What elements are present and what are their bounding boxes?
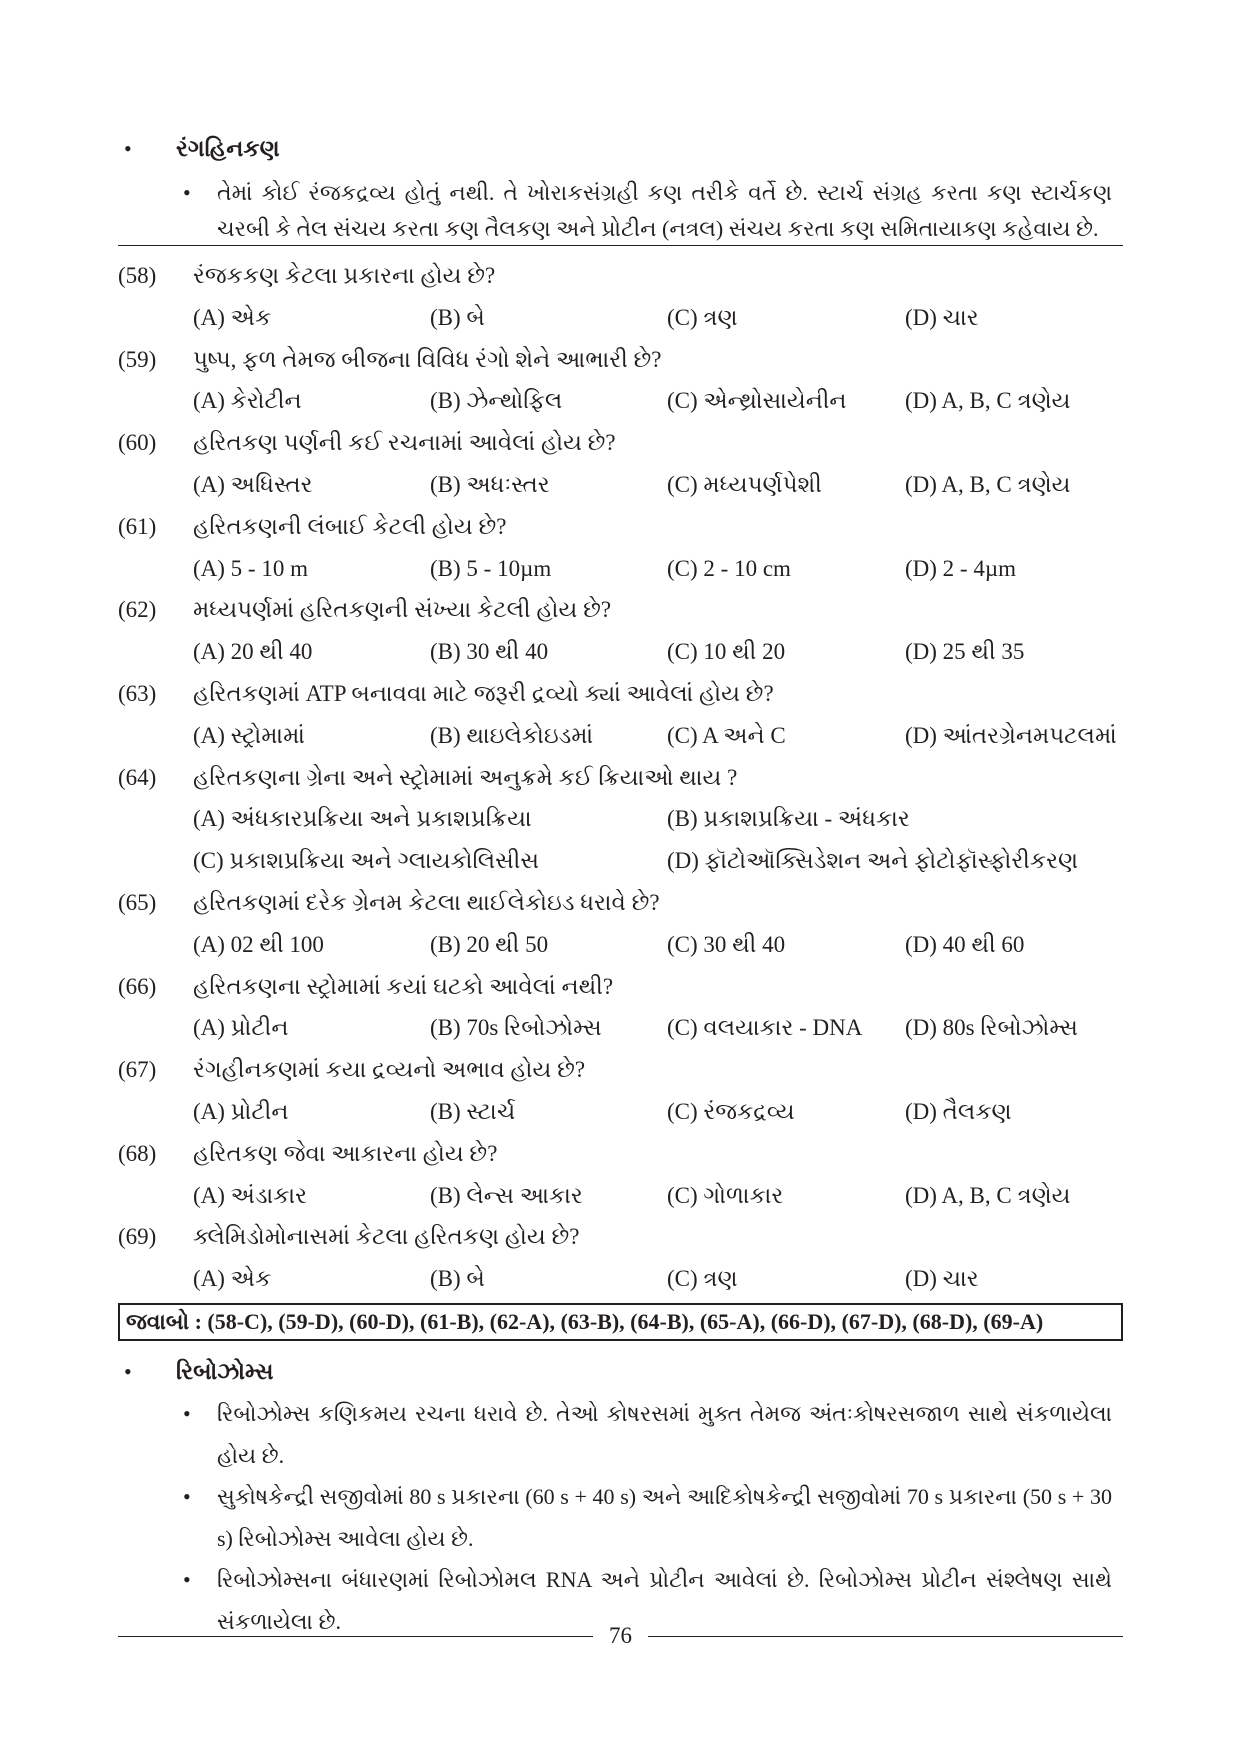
question-text: ક્લેમિડોમોનાસમાં કેટલા હરિતકણ હોય છે? [193, 1224, 580, 1250]
bullet-marker: • [183, 1401, 191, 1426]
answer-key-text: (58-C), (59-D), (60-D), (61-B), (62-A), (63-B), (64-B), (65-A), (66-D), (67-D), (68-D), (69-A) [207, 1309, 1044, 1334]
question-number: (68) [118, 1140, 157, 1166]
question-number: (63) [118, 680, 157, 706]
option-b: (B) થાઇલેકોઇડમાં [430, 722, 594, 748]
option-c: (C) ત્રણ [667, 1266, 738, 1292]
option-d: (D) A, B, C ત્રણેય [905, 388, 1071, 414]
options-row [118, 1091, 1123, 1133]
question-text: હરિતકણ પર્ણની કઈ રચનામાં આવેલાં હોય છે? [193, 430, 616, 456]
question-text: રંગહીનકણમાં કયા દ્રવ્યનો અભાવ હોય છે? [193, 1057, 586, 1083]
question-number: (61) [118, 513, 157, 539]
option-a: (A) અધિસ્તર [193, 471, 313, 497]
option-b: (B) 70s રિબોઝોમ્સ [430, 1015, 602, 1041]
question-row [118, 255, 1123, 297]
option-a: (A) પ્રોટીન [193, 1098, 289, 1124]
question-row [118, 757, 1123, 799]
bullet-text: રિબોઝોમ્સ કણિકમય રચના ધરાવે છે. તેઓ કોષરસમાં મુક્ત તેમજ અંતઃકોષરસજાળ સાથે સંકળાયેલા હોય છે. [217, 1401, 1112, 1468]
option-c: (C) રંજકદ્રવ્ય [667, 1098, 795, 1124]
option-a: (A) 02 થી 100 [193, 931, 324, 957]
section-heading-row [118, 128, 1123, 170]
option-c: (C) A અને C [667, 722, 786, 748]
option-c: (C) 2 - 10 cm [667, 555, 791, 581]
option-b: (B) સ્ટાર્ચ [430, 1098, 516, 1124]
options-row [118, 464, 1123, 506]
question-number: (67) [118, 1057, 157, 1083]
question-row [118, 1133, 1123, 1175]
option-d: (D) 2 - 4µm [905, 555, 1016, 581]
question-row [118, 882, 1123, 924]
answer-key-box [118, 1303, 1123, 1341]
question-number: (59) [118, 346, 157, 372]
bullet-text: સુકોષકેન્દ્રી સજીવોમાં 80 s પ્રકારના (60 s + 40 s) અને આદિકોષકેન્દ્રી સજીવોમાં 70 s પ્રકારના (50 s + 30 s) રિબોઝોમ્સ આવેલા હોય છે. [217, 1484, 1112, 1551]
section-heading: રંગહિનકણ [176, 136, 280, 161]
bullet-marker: • [183, 180, 191, 205]
option-c: (C) 10 થી 20 [667, 639, 786, 665]
options-row [118, 631, 1123, 673]
question-text: હરિતકણની લંબાઈ કેટલી હોય છે? [193, 513, 507, 539]
question-text: હરિતકણના ગ્રેના અને સ્ટ્રોમામાં અનુક્રમે કઈ ક્રિયાઓ થાય ? [193, 764, 738, 790]
option-c: (C) ગોળાકાર [667, 1182, 784, 1208]
section-ribosomes [118, 1351, 1123, 1642]
question-row [118, 673, 1123, 715]
option-a: (A) અંડાકાર [193, 1182, 307, 1208]
option-c: (C) વલયાકાર - DNA [667, 1015, 863, 1041]
option-d: (D) A, B, C ત્રણેય [905, 1182, 1071, 1208]
option-d: (D) A, B, C ત્રણેય [905, 471, 1071, 497]
option-a: (A) એક [193, 304, 272, 330]
options-row [118, 924, 1123, 966]
option-a: (A) અંધકારપ્રક્રિયા અને પ્રકાશપ્રક્રિયા [193, 806, 532, 832]
question-text: રંજકકણ કેટલા પ્રકારના હોય છે? [193, 263, 496, 288]
section-heading: રિબોઝોમ્સ [176, 1359, 274, 1384]
question-number: (60) [118, 430, 157, 456]
option-b: (B) અધઃસ્તર [430, 471, 550, 497]
option-d: (D) તૈલકણ [905, 1098, 1012, 1124]
question-text: પુષ્પ, ફળ તેમજ બીજના વિવિધ રંગો શેને આભારી છે? [193, 346, 662, 372]
option-b: (B) લેન્સ આકાર [430, 1182, 583, 1208]
option-c: (C) પ્રકાશપ્રક્રિયા અને ગ્લાયકોલિસીસ [193, 848, 539, 874]
options-row [118, 548, 1123, 590]
bullet-marker: • [183, 1567, 191, 1592]
options-row [118, 840, 1123, 882]
option-a: (A) કેરોટીન [193, 388, 302, 414]
question-text: હરિતકણમાં ATP બનાવવા માટે જરૂરી દ્રવ્યો ક્યાં આવેલાં હોય છે? [193, 680, 774, 706]
bullet-point [118, 1476, 1123, 1559]
question-number: (62) [118, 597, 157, 623]
footer-rule-right [648, 1636, 1123, 1637]
option-d: (D) 25 થી 35 [905, 639, 1025, 665]
bullet-text: રિબોઝોમ્સના બંધારણમાં રિબોઝોમલ RNA અને પ્રોટીન આવેલાં છે. રિબોઝોમ્સ પ્રોટીન સંશ્લેષણ સાથે સંકળાયેલા છે. [217, 1567, 1112, 1634]
option-b: (B) 30 થી 40 [430, 639, 549, 665]
option-a: (A) એક [193, 1266, 272, 1292]
options-row [118, 1007, 1123, 1049]
question-row [118, 1049, 1123, 1091]
question-number: (58) [118, 263, 157, 288]
section-heading-row [118, 1351, 1123, 1393]
option-a: (A) સ્ટ્રોમામાં [193, 722, 305, 748]
section-divider [118, 245, 1123, 246]
footer-rule-left [118, 1636, 593, 1637]
option-b: (B) પ્રકાશપ્રક્રિયા - અંધકાર [667, 806, 910, 832]
option-c: (C) 30 થી 40 [667, 931, 786, 957]
question-number: (65) [118, 889, 157, 915]
option-d: (D) 80s રિબોઝોમ્સ [905, 1015, 1078, 1041]
question-number: (64) [118, 764, 157, 790]
options-row [118, 380, 1123, 422]
bullet-point [118, 1393, 1123, 1476]
option-c: (C) એન્થ્રોસાયેનીન [667, 388, 847, 414]
question-row [118, 506, 1123, 548]
option-a: (A) 20 થી 40 [193, 639, 313, 665]
question-text: મધ્યપર્ણમાં હરિતકણની સંખ્યા કેટલી હોય છે? [193, 597, 612, 623]
bullet-point [118, 175, 1123, 247]
options-row [118, 715, 1123, 757]
option-c: (C) ત્રણ [667, 304, 738, 330]
question-number: (66) [118, 973, 157, 999]
question-number: (69) [118, 1224, 157, 1250]
options-row [118, 798, 1123, 840]
question-text: હરિતકણના સ્ટ્રોમામાં કયાં ઘટકો આવેલાં નથી? [193, 973, 614, 999]
answer-key-label: જવાબો : [126, 1309, 202, 1334]
bullet-marker: • [124, 136, 132, 161]
options-row [118, 297, 1123, 339]
option-b: (B) ઝેન્થોફિલ [430, 388, 563, 414]
question-text: હરિતકણમાં દરેક ગ્રેનમ કેટલા થાઈલેકોઇડ ધરાવે છે? [193, 889, 660, 915]
bullet-text: તેમાં કોઈ રંજકદ્રવ્ય હોતું નથી. તે ખોરાકસંગ્રહી કણ તરીકે વર્તે છે. સ્ટાર્ચ સંગ્રહ કરતા કણ સ્ટાર્ચકણ ચરબી કે તેલ સંચય કરતા કણ તૈલકણ અને પ્રોટીન (નત્રલ) સંચય કરતા કણ સમિતાયાકણ કહેવાય છે. [217, 180, 1112, 241]
option-d: (D) ચાર [905, 304, 979, 330]
question-row [118, 1216, 1123, 1258]
bullet-marker: • [183, 1484, 191, 1509]
options-row [118, 1175, 1123, 1217]
option-d: (D) ચાર [905, 1266, 979, 1292]
question-row [118, 589, 1123, 631]
option-d: (D) ફૉટોઑક્સિડેશન અને ફોટોફૉસ્ફોરીકરણ [667, 848, 1079, 874]
option-a: (A) પ્રોટીન [193, 1015, 289, 1041]
question-row [118, 966, 1123, 1008]
option-b: (B) 5 - 10µm [430, 555, 552, 581]
option-d: (D) આંતરગ્રેનમપટલમાં [905, 722, 1117, 748]
question-text: હરિતકણ જેવા આકારના હોય છે? [193, 1140, 498, 1166]
option-b: (B) બે [430, 304, 485, 330]
option-b: (B) બે [430, 1266, 485, 1292]
options-row [118, 1258, 1123, 1300]
bullet-marker: • [124, 1359, 132, 1384]
option-c: (C) મધ્યપર્ણપેશી [667, 471, 822, 497]
section-colorless-plastids [118, 128, 1123, 247]
option-a: (A) 5 - 10 m [193, 555, 308, 581]
question-list [118, 255, 1123, 1300]
option-b: (B) 20 થી 50 [430, 931, 549, 957]
question-row [118, 422, 1123, 464]
page-number: 76 [609, 1623, 632, 1648]
option-d: (D) 40 થી 60 [905, 931, 1025, 957]
question-row [118, 339, 1123, 381]
